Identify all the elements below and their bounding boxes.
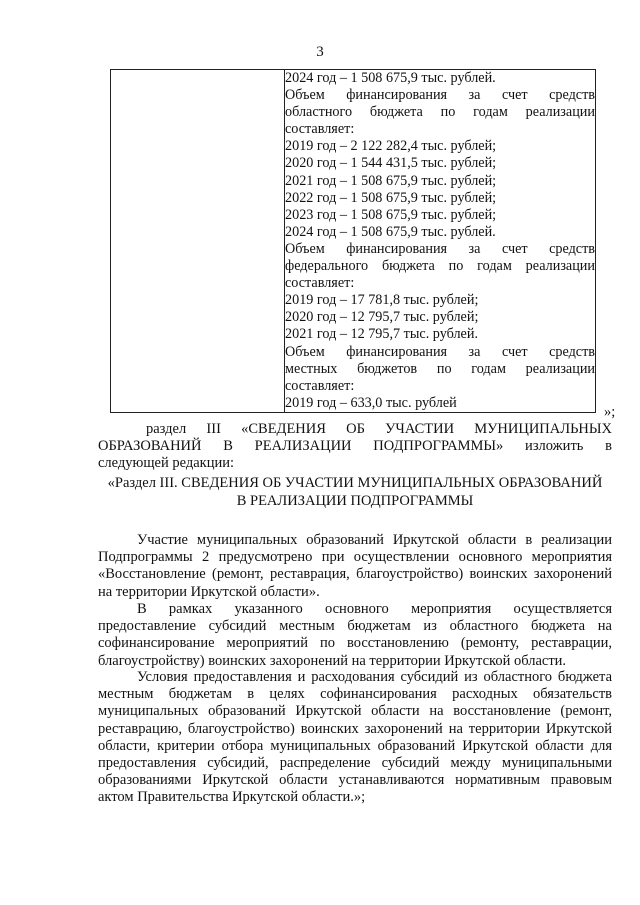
table-line: 2019 год – 17 781,8 тыс. рублей; [285, 292, 479, 309]
intro-line: раздел III «СВЕДЕНИЯ ОБ УЧАСТИИ МУНИЦИПАЛЬНЫХ [146, 421, 612, 437]
intro-line: ОБРАЗОВАНИЙ В РЕАЛИЗАЦИИ ПОДПРОГРАММЫ» изложить в [98, 438, 612, 455]
table-line: областного бюджета по годам реализации [285, 104, 595, 121]
table-line: Объем финансирования за счет средств [285, 240, 595, 257]
financing-table [110, 69, 596, 413]
table-line: составляет: [285, 377, 355, 394]
intro-line: следующей редакции: [98, 455, 235, 472]
table-line: федерального бюджета по годам реализации [285, 258, 595, 275]
body-paragraph: Условия предоставления и расходования субсидий из областного бюджета местным бюджетам в целях софинансирования расходных обязательств муниципальных образований Иркутской области на восстановление (ремонт, реставрацию, благоустройство) воинских захоронений на территории Иркутской области, критерии отбора муниципальных образований Иркутской области для предоставления субсидий, распределение субсидий между муниципальными образованиями Иркутской области устанавливаются нормативным правовым актом Правительства Иркутской области.»; [98, 669, 612, 806]
table-line: Объем финансирования за счет средств [285, 87, 595, 104]
table-line: местных бюджетов по годам реализации [285, 360, 595, 377]
table-line: 2020 год – 12 795,7 тыс. рублей; [285, 309, 479, 326]
table-line: 2023 год – 1 508 675,9 тыс. рублей; [285, 206, 497, 223]
body-paragraph: Участие муниципальных образований Иркутской области в реализации Подпрограммы 2 предусмотрено при осуществлении основного мероприятия «Восстановление (ремонт, реставрация, благоустройство) воинских захоронений на территории Иркутской области». [98, 532, 612, 600]
table-line: 2021 год – 1 508 675,9 тыс. рублей; [285, 172, 497, 189]
heading-line: В РЕАЛИЗАЦИИ ПОДПРОГРАММЫ [236, 493, 474, 509]
table-line: 2021 год – 12 795,7 тыс. рублей. [285, 326, 478, 343]
table-line: 2024 год – 1 508 675,9 тыс. рублей. [285, 70, 496, 86]
table-line: Объем финансирования за счет средств [285, 343, 595, 360]
body-paragraph: В рамках указанного основного мероприятия осуществляется предоставление субсидий местным бюджетам из областного бюджета на софинансирование мероприятий по восстановлению (ремонту, реставрации, благоустройству) воинских захоронений на территории Иркутской области. [98, 601, 612, 669]
page-number: 3 [316, 44, 324, 60]
table-line: 2020 год – 1 544 431,5 тыс. рублей; [285, 155, 497, 172]
table-line: составляет: [285, 275, 355, 292]
table-cell-left [111, 70, 285, 413]
section-heading [98, 474, 612, 510]
table-line: 2022 год – 1 508 675,9 тыс. рублей; [285, 189, 497, 206]
table-line: 2019 год – 633,0 тыс. рублей [285, 394, 457, 411]
table-row [111, 70, 596, 413]
table-cell-right [285, 70, 596, 413]
table-line: составляет: [285, 121, 355, 138]
table-line: 2024 год – 1 508 675,9 тыс. рублей. [285, 223, 496, 240]
table-line: 2019 год – 2 122 282,4 тыс. рублей; [285, 138, 497, 155]
heading-line: «Раздел III. СВЕДЕНИЯ ОБ УЧАСТИИ МУНИЦИПАЛЬНЫХ ОБРАЗОВАНИЙ [107, 475, 603, 491]
table-closing-quote: »; [604, 404, 616, 420]
intro-paragraph [98, 421, 612, 473]
